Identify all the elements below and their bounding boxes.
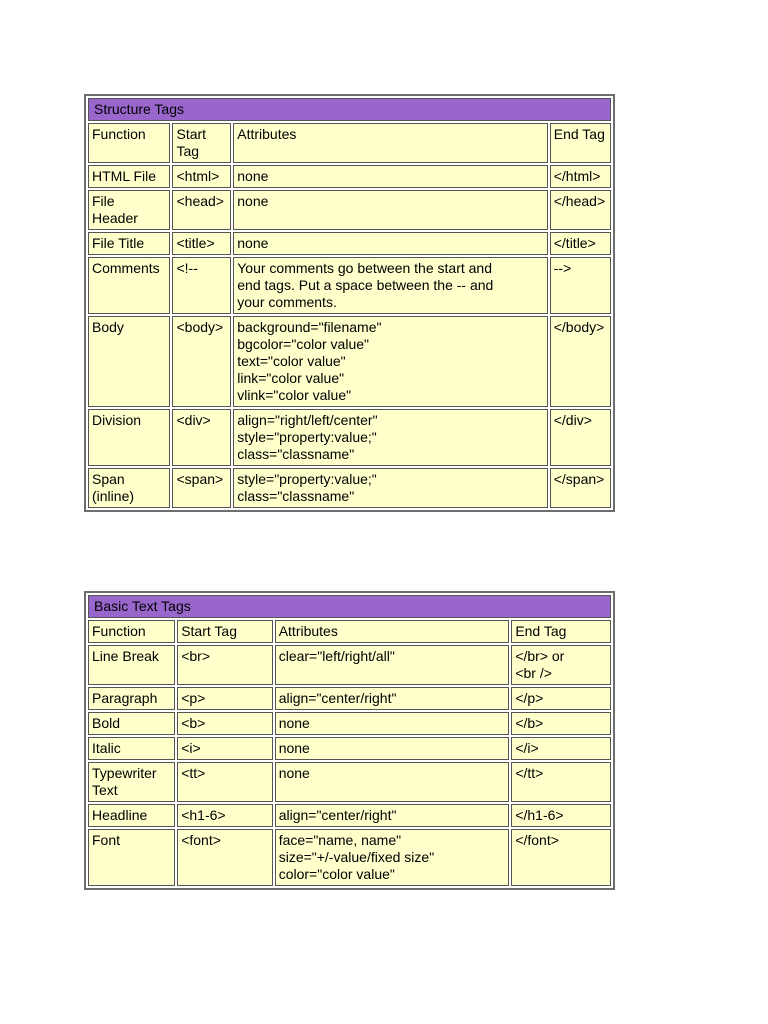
cell-attributes: none (233, 190, 547, 230)
cell-function: HTML File (88, 165, 170, 188)
cell-start-tag: <!-- (172, 257, 231, 314)
table-row (88, 804, 611, 827)
cell-attributes: align="right/left/center" style="property:value;" class="classname" (233, 409, 547, 466)
header-start-tag: Start Tag (172, 123, 231, 163)
cell-function: Font (88, 829, 175, 886)
table-row (88, 257, 611, 314)
cell-function: File Header (88, 190, 170, 230)
cell-start-tag: <tt> (177, 762, 273, 802)
cell-attributes: none (275, 762, 510, 802)
cell-function: Span (inline) (88, 468, 170, 508)
cell-end-tag: </br> or <br /> (511, 645, 611, 685)
cell-function: Bold (88, 712, 175, 735)
cell-end-tag: </body> (550, 316, 611, 407)
table-row (88, 468, 611, 508)
header-row (88, 620, 611, 643)
table-row (88, 316, 611, 407)
cell-end-tag: </tt> (511, 762, 611, 802)
cell-start-tag: <br> (177, 645, 273, 685)
cell-attributes: none (233, 165, 547, 188)
cell-start-tag: <div> (172, 409, 231, 466)
table-title: Structure Tags (88, 98, 611, 121)
basic-text-tags-table (84, 591, 615, 890)
table-row (88, 409, 611, 466)
table-row (88, 762, 611, 802)
cell-end-tag: </b> (511, 712, 611, 735)
cell-end-tag: </i> (511, 737, 611, 760)
table-row (88, 737, 611, 760)
cell-attributes: Your comments go between the start and end tags. Put a space between the -- and your comments. (233, 257, 547, 314)
cell-end-tag: </span> (550, 468, 611, 508)
header-row (88, 123, 611, 163)
cell-end-tag: --> (550, 257, 611, 314)
cell-attributes: style="property:value;" class="classname" (233, 468, 547, 508)
cell-attributes: clear="left/right/all" (275, 645, 510, 685)
structure-tags-body (88, 98, 611, 508)
cell-function: Italic (88, 737, 175, 760)
header-start-tag: Start Tag (177, 620, 273, 643)
cell-start-tag: <font> (177, 829, 273, 886)
header-attributes: Attributes (275, 620, 510, 643)
table-row (88, 829, 611, 886)
cell-function: Headline (88, 804, 175, 827)
cell-start-tag: <p> (177, 687, 273, 710)
cell-start-tag: <body> (172, 316, 231, 407)
cell-function: File Title (88, 232, 170, 255)
table-title-row (88, 98, 611, 121)
cell-function: Body (88, 316, 170, 407)
cell-start-tag: <span> (172, 468, 231, 508)
basic-text-tags-body (88, 595, 611, 886)
table-row (88, 687, 611, 710)
cell-start-tag: <i> (177, 737, 273, 760)
structure-tags-table (84, 94, 615, 512)
header-function: Function (88, 123, 170, 163)
header-end-tag: End Tag (550, 123, 611, 163)
table-row (88, 165, 611, 188)
cell-function: Division (88, 409, 170, 466)
table-row (88, 712, 611, 735)
cell-function: Paragraph (88, 687, 175, 710)
cell-attributes: align="center/right" (275, 687, 510, 710)
cell-function: Comments (88, 257, 170, 314)
cell-start-tag: <b> (177, 712, 273, 735)
cell-end-tag: </div> (550, 409, 611, 466)
table-row (88, 232, 611, 255)
cell-function: Typewriter Text (88, 762, 175, 802)
cell-attributes: face="name, name" size="+/-value/fixed size" color="color value" (275, 829, 510, 886)
table-title-row (88, 595, 611, 618)
table-title: Basic Text Tags (88, 595, 611, 618)
cell-attributes: none (233, 232, 547, 255)
cell-end-tag: </font> (511, 829, 611, 886)
cell-attributes: none (275, 712, 510, 735)
table-row (88, 645, 611, 685)
header-end-tag: End Tag (511, 620, 611, 643)
cell-start-tag: <html> (172, 165, 231, 188)
cell-end-tag: </title> (550, 232, 611, 255)
header-attributes: Attributes (233, 123, 547, 163)
cell-start-tag: <title> (172, 232, 231, 255)
header-function: Function (88, 620, 175, 643)
cell-end-tag: </h1-6> (511, 804, 611, 827)
cell-end-tag: </html> (550, 165, 611, 188)
cell-start-tag: <head> (172, 190, 231, 230)
cell-end-tag: </p> (511, 687, 611, 710)
cell-attributes: align="center/right" (275, 804, 510, 827)
cell-attributes: none (275, 737, 510, 760)
cell-start-tag: <h1-6> (177, 804, 273, 827)
cell-attributes: background="filename" bgcolor="color value" text="color value" link="color value" vlink="color value" (233, 316, 547, 407)
table-row (88, 190, 611, 230)
cell-end-tag: </head> (550, 190, 611, 230)
cell-function: Line Break (88, 645, 175, 685)
